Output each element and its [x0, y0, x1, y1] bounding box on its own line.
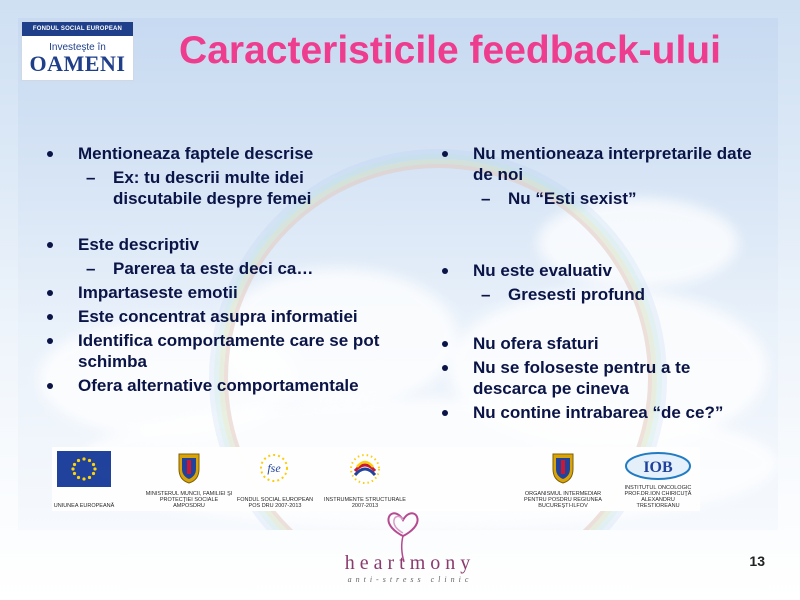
fse-logo [234, 449, 316, 509]
list-item-text: Este concentrat asupra informatiei [78, 307, 358, 326]
list-item-text: Nu este evaluativ [473, 261, 612, 280]
list-item-text: Impartaseste emotii [78, 283, 238, 302]
iob-caption: INSTITUTUL ONCOLOGIC PROF.DR.ION CHIRICUŢĂ ALEXANDRU TRESTIOREANU [624, 485, 692, 509]
instruments-logo [324, 449, 406, 509]
list-item-text: Este descriptiv [78, 235, 199, 254]
fse-mark-icon [254, 453, 294, 483]
page-number: 13 [749, 553, 765, 569]
list-item-text: Nu mentioneaza interpretarile date de noi [473, 144, 752, 184]
dash-icon: – [481, 189, 491, 208]
bullet-icon [442, 341, 448, 347]
sub-list-item [440, 284, 760, 305]
list-item [440, 260, 760, 281]
sub-list-item [45, 167, 390, 209]
list-item [440, 333, 760, 354]
dash-icon: – [86, 168, 96, 187]
slide-title: Caracteristicile feedback-ului [179, 29, 721, 72]
eu-logo [52, 449, 116, 509]
list-item-text: Identifica comportamente care se pot schimba [78, 331, 380, 371]
dash-icon: – [86, 259, 96, 278]
bullet-icon [47, 242, 53, 248]
list-item [45, 282, 390, 303]
sub-list-item [440, 188, 760, 209]
bullet-icon [47, 338, 53, 344]
coat-of-arms-icon [550, 451, 576, 485]
list-item [440, 143, 760, 185]
eu-caption: UNIUNEA EUROPEANĂ [53, 503, 115, 509]
eu-flag-icon [57, 451, 111, 487]
coat-of-arms-icon [176, 451, 202, 485]
iob-logo-icon [624, 451, 692, 481]
logo-tagline: Investeşte în [49, 42, 106, 53]
right-column [440, 143, 760, 426]
ministry-logo [144, 449, 234, 509]
list-item [440, 402, 760, 423]
logo-word: OAMENI [29, 51, 126, 76]
sub-list-item-text: Parerea ta este deci ca… [113, 259, 314, 278]
sub-list-item-text: Gresesti profund [508, 285, 645, 304]
list-item [45, 330, 390, 372]
sub-list-item-text: Nu “Esti sexist” [508, 189, 637, 208]
brand-tagline: anti-stress clinic [347, 575, 473, 584]
list-item-text: Ofera alternative comportamentale [78, 376, 359, 395]
list-item [440, 357, 760, 399]
list-item [45, 234, 390, 255]
fse-mark-text: fse [267, 461, 281, 475]
dash-icon: – [481, 285, 491, 304]
sub-list-item-text: Ex: tu descrii multe idei discutabile despre femei [113, 168, 312, 208]
list-item [45, 143, 390, 164]
iob-logo [620, 449, 696, 509]
list-item [45, 306, 390, 327]
brand-name: heartmony [344, 552, 476, 574]
list-item-text: Mentioneaza faptele descrise [78, 144, 314, 163]
logo-band-text: FONDUL SOCIAL EUROPEAN [22, 22, 133, 36]
oi-caption: ORGANISMUL INTERMEDIAR PENTRU POSDRU REGIUNEA BUCUREŞTI-ILFOV [524, 491, 602, 509]
bullet-icon [442, 268, 448, 274]
bullet-icon [47, 314, 53, 320]
bullet-icon [442, 151, 448, 157]
bullet-icon [442, 410, 448, 416]
left-column [45, 143, 390, 399]
sub-list-item [45, 258, 390, 279]
partner-logo-strip [52, 447, 700, 511]
fse-caption: FONDUL SOCIAL EUROPEAN POS DRU 2007-2013 [236, 497, 314, 509]
bullet-icon [47, 383, 53, 389]
bullet-icon [442, 365, 448, 371]
bullet-icon [47, 151, 53, 157]
instruments-star-icon [347, 451, 383, 487]
list-item [45, 375, 390, 396]
ministry-caption: MINISTERUL MUNCII, FAMILIEI ŞI PROTECŢIEI SOCIALE AMPOSDRU [145, 491, 233, 509]
oi-logo [514, 449, 612, 509]
list-item-text: Nu se foloseste pentru a te descarca pe cineva [473, 358, 691, 398]
logo-investeste-in-oameni [21, 21, 134, 81]
bullet-icon [47, 290, 53, 296]
list-item-text: Nu ofera sfaturi [473, 334, 599, 353]
iob-mark-text: IOB [643, 459, 673, 476]
instruments-caption: INSTRUMENTE STRUCTURALE 2007-2013 [324, 497, 406, 509]
list-item-text: Nu contine intrabarea “de ce?” [473, 403, 724, 422]
